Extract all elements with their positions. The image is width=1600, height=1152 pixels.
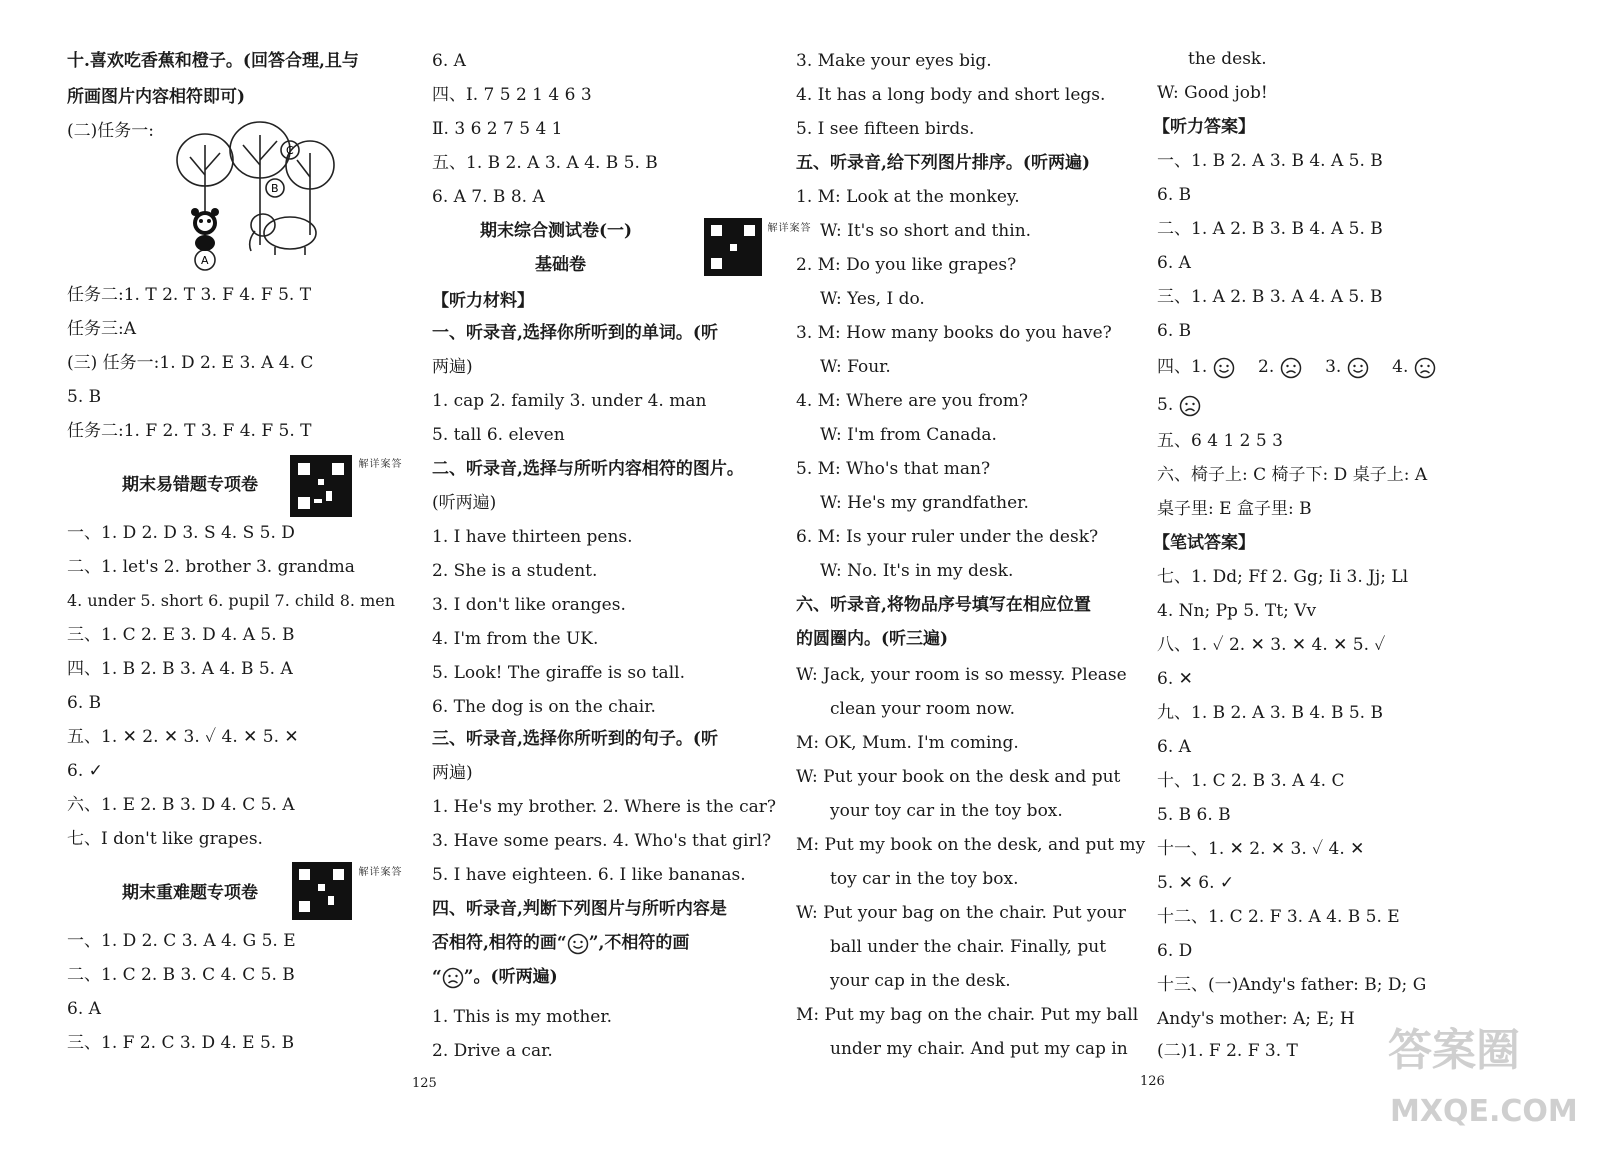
answer-line: 6. A — [1157, 737, 1191, 757]
dialogue-line: ball under the chair. Finally, put — [830, 937, 1107, 957]
face-answer-label: 4. — [1392, 357, 1409, 377]
tree-label-b: B — [271, 182, 279, 195]
answer-line: 4. under 5. short 6. pupil 7. child 8. men — [67, 591, 396, 610]
dialogue-line: W: Put your bag on the chair. Put your — [796, 903, 1126, 923]
answer-line: Andy's mother: A; E; H — [1157, 1009, 1355, 1029]
dialogue-line: 4. M: Where are you from? — [796, 391, 1029, 411]
smiley-face-icon — [1347, 357, 1369, 379]
question-instruction: 二、听录音,选择与所听内容相符的图片。 — [432, 459, 744, 479]
answer-line: 一、1. D 2. D 3. S 4. S 5. D — [67, 523, 295, 543]
smiley-face-icon — [567, 933, 589, 955]
exam-subtitle: 基础卷 — [535, 255, 586, 275]
dialogue-line: 3. M: How many books do you have? — [796, 323, 1112, 343]
question-instruction — [432, 966, 558, 989]
qr-code[interactable] — [292, 862, 352, 920]
qr-code[interactable] — [704, 218, 762, 276]
answer-line: 6. B — [67, 693, 102, 713]
answer-line: 所画图片内容相符即可) — [67, 87, 246, 107]
answer-line: 3. Make your eyes big. — [796, 51, 992, 71]
section-header: 【听力材料】 — [432, 291, 534, 311]
answer-line: 八、1. ✓ 2. ✕ 3. ✕ 4. ✕ 5. ✓ — [1157, 635, 1386, 655]
face-answer-line — [1157, 356, 1436, 379]
answer-line: (二)任务一: — [67, 121, 154, 141]
dialogue-line: W: Good job! — [1157, 83, 1268, 103]
question-instruction: 一、听录音,选择你所听到的单词。(听 — [432, 323, 718, 343]
answer-line: (二)1. F 2. F 3. T — [1157, 1041, 1298, 1061]
answer-line: 6. The dog is on the chair. — [432, 697, 656, 717]
question-instruction: 五、听录音,给下列图片排序。(听两遍) — [796, 153, 1091, 173]
answer-line: 6. B — [1157, 321, 1192, 341]
instruction-part: “ — [432, 967, 442, 987]
tree-label-a: A — [201, 254, 209, 267]
answer-line: 6. B — [1157, 185, 1192, 205]
qr-note: 答案详解 — [356, 866, 400, 876]
answer-line: 任务二:1. F 2. T 3. F 4. F 5. T — [67, 421, 312, 441]
answer-line: 两遍) — [432, 357, 473, 377]
dialogue-line: 5. M: Who's that man? — [796, 459, 991, 479]
answer-line: 4. It has a long body and short legs. — [796, 85, 1106, 105]
answer-line: 三、1. F 2. C 3. D 4. E 5. B — [67, 1033, 295, 1053]
dialogue-line: your toy car in the toy box. — [830, 801, 1063, 821]
dialogue-line: W: It's so short and thin. — [820, 221, 1032, 241]
answer-line: 2. Drive a car. — [432, 1041, 553, 1061]
dialogue-line: W: Four. — [820, 357, 891, 377]
question-instruction: 六、听录音,将物品序号填写在相应位置 — [796, 595, 1091, 615]
answer-line: 五、1. ✕ 2. ✕ 3. ✓ 4. ✕ 5. ✕ — [67, 727, 299, 747]
face-answer-line — [1157, 394, 1201, 417]
answer-line: 九、1. B 2. A 3. B 4. B 5. B — [1157, 703, 1383, 723]
answer-line: 6. A — [432, 51, 466, 71]
instruction-part: ”,不相符的画 — [588, 933, 690, 953]
answer-line: 任务二:1. T 2. T 3. F 4. F 5. T — [67, 285, 312, 305]
answer-line: 二、1. A 2. B 3. B 4. A 5. B — [1157, 219, 1383, 239]
section-header: 【笔试答案】 — [1153, 533, 1255, 553]
answer-line: 5. B — [67, 387, 102, 407]
answer-line: 5. I have eighteen. 6. I like bananas. — [432, 865, 746, 885]
dialogue-line: M: OK, Mum. I'm coming. — [796, 733, 1019, 753]
face-answer-label: 5. — [1157, 395, 1174, 415]
dialogue-line: M: Put my bag on the chair. Put my ball — [796, 1005, 1139, 1025]
answer-line: 任务三:A — [67, 319, 137, 339]
answer-line: (三) 任务一:1. D 2. E 3. A 4. C — [67, 353, 314, 373]
answer-line: 3. Have some pears. 4. Who's that girl? — [432, 831, 772, 851]
dialogue-line: 1. M: Look at the monkey. — [796, 187, 1020, 207]
section-title: 期末重难题专项卷 — [122, 883, 258, 903]
section-header: 【听力答案】 — [1153, 117, 1255, 137]
sad-face-icon — [1179, 395, 1201, 417]
answer-line: 6. ✓ — [67, 761, 103, 781]
dialogue-line: W: Put your book on the desk and put — [796, 767, 1121, 787]
answer-line: 4. I'm from the UK. — [432, 629, 599, 649]
answer-line: 6. A — [67, 999, 101, 1019]
sad-face-icon — [1414, 357, 1436, 379]
answer-line: 5. ✕ 6. ✓ — [1157, 873, 1235, 893]
answer-line: 5. tall 6. eleven — [432, 425, 565, 445]
answer-line: 七、I don't like grapes. — [67, 829, 263, 849]
dialogue-line: 2. M: Do you like grapes? — [796, 255, 1017, 275]
answer-line: 二、1. C 2. B 3. C 4. C 5. B — [67, 965, 295, 985]
qr-note: 答案详解 — [356, 458, 400, 468]
dialogue-line: M: Put my book on the desk, and put my — [796, 835, 1146, 855]
answer-line: 三、1. A 2. B 3. A 4. A 5. B — [1157, 287, 1383, 307]
dialogue-line: 6. M: Is your ruler under the desk? — [796, 527, 1099, 547]
answer-line: 5. Look! The giraffe is so tall. — [432, 663, 685, 683]
dialogue-line: toy car in the toy box. — [830, 869, 1019, 889]
answer-line: 两遍) — [432, 763, 473, 783]
answer-line: 十一、1. ✕ 2. ✕ 3. ✓ 4. ✕ — [1157, 839, 1365, 859]
answer-line: 6. A — [1157, 253, 1191, 273]
answer-line: 十二、1. C 2. F 3. A 4. B 5. E — [1157, 907, 1400, 927]
answer-line: 5. B 6. B — [1157, 805, 1231, 825]
instruction-part: 否相符,相符的画“ — [432, 933, 567, 953]
question-instruction: 的圆圈内。(听三遍) — [796, 629, 949, 649]
answer-line: 5. I see fifteen birds. — [796, 119, 975, 139]
answer-line: 2. She is a student. — [432, 561, 598, 581]
watermark-url: MXQE.COM — [1390, 1094, 1578, 1129]
dialogue-line: the desk. — [1188, 49, 1267, 69]
answer-line: 十、1. C 2. B 3. A 4. C — [1157, 771, 1345, 791]
question-instruction: 四、听录音,判断下列图片与所听内容是 — [432, 899, 727, 919]
watermark-logo: 答案圈 — [1388, 1025, 1520, 1076]
qr-code[interactable] — [290, 455, 352, 517]
answer-line: 桌子里: E 盒子里: B — [1157, 499, 1312, 519]
section-title: 期末易错题专项卷 — [122, 475, 258, 495]
question-instruction: 三、听录音,选择你所听到的句子。(听 — [432, 729, 718, 749]
face-answer-label: 2. — [1258, 357, 1275, 377]
dialogue-line: W: No. It's in my desk. — [820, 561, 1014, 581]
answer-line: 3. I don't like oranges. — [432, 595, 626, 615]
answer-line: 6. ✕ — [1157, 669, 1193, 689]
smiley-face-icon — [1213, 357, 1235, 379]
qr-note: 答案详解 — [765, 222, 809, 232]
answer-line: 二、1. let's 2. brother 3. grandma — [67, 557, 355, 577]
answer-line: 六、1. E 2. B 3. D 4. C 5. A — [67, 795, 295, 815]
answer-line: 六、椅子上: C 椅子下: D 桌子上: A — [1157, 465, 1428, 485]
answer-line: 四、1. B 2. B 3. A 4. B 5. A — [67, 659, 293, 679]
question-instruction — [432, 932, 689, 955]
dialogue-line: under my chair. And put my cap in — [830, 1039, 1128, 1059]
exam-title: 期末综合测试卷(一) — [480, 221, 633, 241]
answer-line: 十三、(一)Andy's father: B; D; G — [1157, 975, 1427, 995]
face-answer-label: 3. — [1325, 357, 1342, 377]
tree-label-c: C — [286, 144, 294, 157]
answer-line: (听两遍) — [432, 493, 497, 513]
answer-line: 6. D — [1157, 941, 1193, 961]
answer-line: 七、1. Dd; Ff 2. Gg; Ii 3. Jj; Ll — [1157, 567, 1409, 587]
answer-line: 一、1. D 2. C 3. A 4. G 5. E — [67, 931, 296, 951]
answer-line: 五、6 4 1 2 5 3 — [1157, 431, 1283, 451]
dialogue-line: W: He's my grandfather. — [820, 493, 1029, 513]
answer-line: 4. Nn; Pp 5. Tt; Vv — [1157, 601, 1317, 621]
answer-line: 三、1. C 2. E 3. D 4. A 5. B — [67, 625, 295, 645]
page-number: 126 — [1140, 1074, 1165, 1089]
answer-line: 五、1. B 2. A 3. A 4. B 5. B — [432, 153, 658, 173]
dialogue-line: clean your room now. — [830, 699, 1016, 719]
dialogue-line: W: Jack, your room is so messy. Please — [796, 665, 1127, 685]
answer-line: 1. cap 2. family 3. under 4. man — [432, 391, 707, 411]
trees-animals-illustration — [165, 115, 345, 275]
answer-line: 四、Ⅰ. 7 5 2 1 4 6 3 — [432, 85, 592, 105]
answer-line: 1. This is my mother. — [432, 1007, 613, 1027]
answer-line: 十.喜欢吃香蕉和橙子。(回答合理,且与 — [67, 51, 359, 71]
answer-line: 1. I have thirteen pens. — [432, 527, 633, 547]
sad-face-icon — [442, 967, 464, 989]
answer-line: 1. He's my brother. 2. Where is the car? — [432, 797, 776, 817]
dialogue-line: W: I'm from Canada. — [820, 425, 997, 445]
page-number: 125 — [412, 1076, 437, 1091]
dialogue-line: W: Yes, I do. — [820, 289, 925, 309]
answer-line: Ⅱ. 3 6 2 7 5 4 1 — [432, 119, 563, 139]
instruction-part: ”。(听两遍) — [463, 967, 558, 987]
answer-line: 一、1. B 2. A 3. B 4. A 5. B — [1157, 151, 1383, 171]
face-answer-label: 四、1. — [1157, 357, 1208, 377]
answer-line: 6. A 7. B 8. A — [432, 187, 545, 207]
dialogue-line: your cap in the desk. — [830, 971, 1011, 991]
sad-face-icon — [1280, 357, 1302, 379]
